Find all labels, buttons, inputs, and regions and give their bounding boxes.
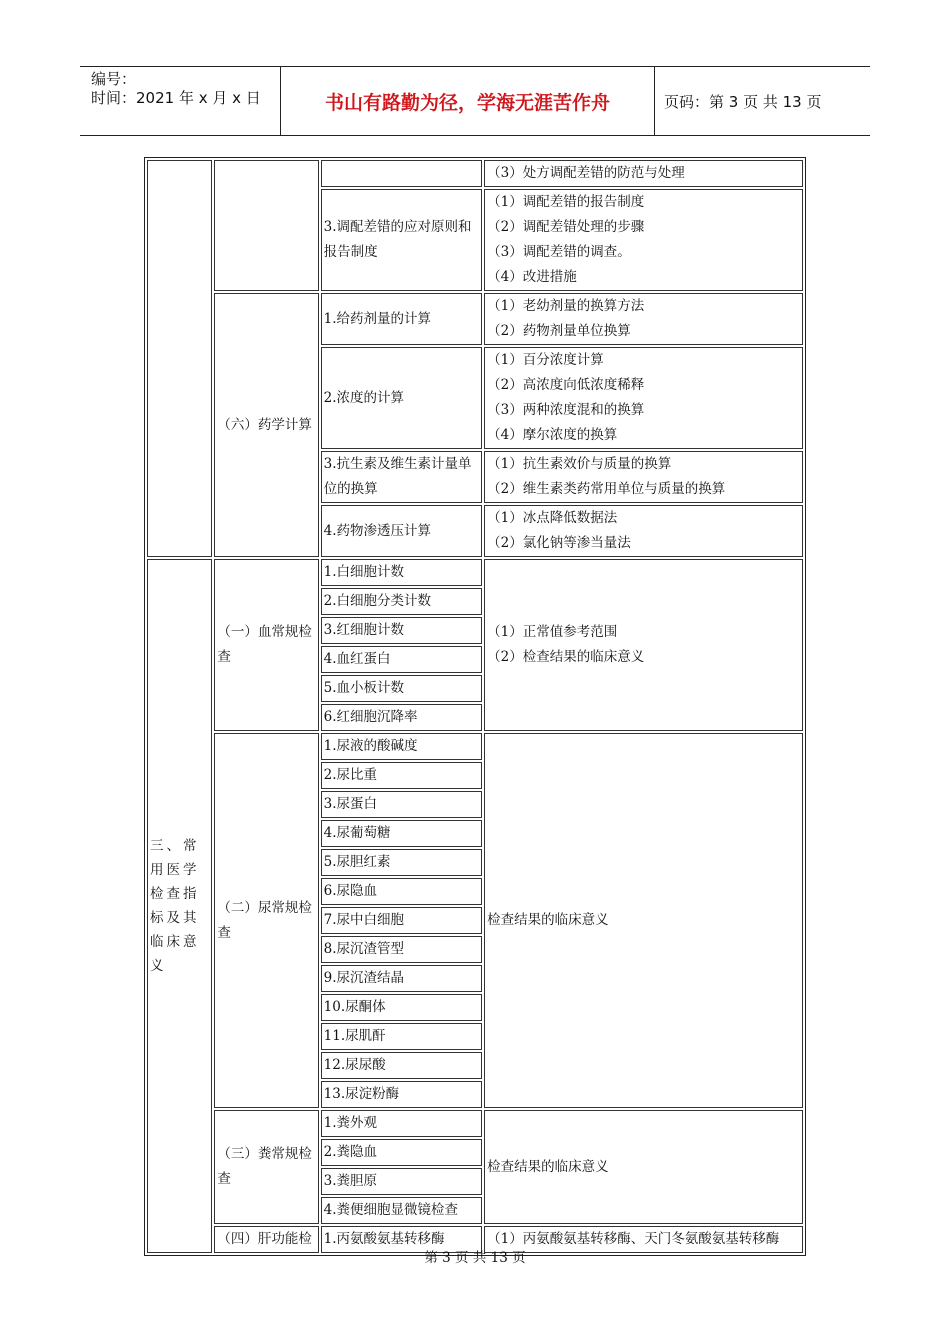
- header-motto: 书山有路勤为径，学海无涯苦作舟: [281, 67, 655, 135]
- cell-detail-urine: 检查结果的临床意义: [484, 733, 803, 1108]
- number-label: 编号：: [91, 70, 137, 88]
- cell-item: 13.尿淀粉酶: [321, 1081, 482, 1108]
- header-page-number: 页码：第 3 页 共 13 页: [664, 92, 822, 111]
- cell-item: 4.药物渗透压计算: [321, 505, 482, 557]
- cell-item: 5.尿胆红素: [321, 849, 482, 876]
- cell-subsection-calc: （六）药学计算: [214, 293, 318, 557]
- cell-item: 3.调配差错的应对原则和报告制度: [321, 189, 482, 291]
- cell-subsection-liver: （四）肝功能检: [214, 1226, 318, 1253]
- cell-item: 2.浓度的计算: [321, 347, 482, 449]
- cell-detail: （1）抗生素效价与质量的换算 （2）维生素类药常用单位与质量的换算: [484, 451, 803, 503]
- cell-item: 5.血小板计数: [321, 675, 482, 702]
- cell-item: 3.尿蛋白: [321, 791, 482, 818]
- cell-item: 1.尿液的酸碱度: [321, 733, 482, 760]
- cell-item: 2.白细胞分类计数: [321, 588, 482, 615]
- cell-section-3: 三、常用医学检查指标及其临床意义: [147, 559, 212, 1253]
- cell-subsection-stool: （三）粪常规检查: [214, 1110, 318, 1224]
- cell-section-prev: [147, 160, 212, 557]
- cell-item: 11.尿肌酐: [321, 1023, 482, 1050]
- cell-detail: （1）老幼剂量的换算方法 （2）药物剂量单位换算: [484, 293, 803, 345]
- cell-item: 2.尿比重: [321, 762, 482, 789]
- date-label: 时间：2021 年 x 月 x 日: [91, 89, 261, 107]
- cell-subsection-prev: [214, 160, 318, 291]
- cell-item: 8.尿沉渣管型: [321, 936, 482, 963]
- cell-item: 1.粪外观: [321, 1110, 482, 1137]
- page-footer: 第 3 页 共 13 页: [424, 1250, 526, 1266]
- cell-item: 9.尿沉渣结晶: [321, 965, 482, 992]
- cell-item: 4.血红蛋白: [321, 646, 482, 673]
- table-row: [147, 160, 803, 187]
- cell-item: 3.抗生素及维生素计量单位的换算: [321, 451, 482, 503]
- cell-detail: （3）处方调配差错的防范与处理: [484, 160, 803, 187]
- cell-item: 4.粪便细胞显微镜检查: [321, 1197, 482, 1224]
- cell-item: 3.粪胆原: [321, 1168, 482, 1195]
- table-row: [147, 559, 803, 586]
- cell-item: 1.给药剂量的计算: [321, 293, 482, 345]
- cell-detail: （1）调配差错的报告制度 （2）调配差错处理的步骤 （3）调配差错的调查。 （4）改进措施: [484, 189, 803, 291]
- cell-item: 2.粪隐血: [321, 1139, 482, 1166]
- cell-subsection-urine: （二）尿常规检查: [214, 733, 318, 1108]
- cell-item: 6.尿隐血: [321, 878, 482, 905]
- cell-detail-blood: （1）正常值参考范围 （2）检查结果的临床意义: [484, 559, 803, 731]
- syllabus-table: [144, 157, 806, 1256]
- cell-detail-stool: 检查结果的临床意义: [484, 1110, 803, 1224]
- cell-item: 6.红细胞沉降率: [321, 704, 482, 731]
- cell-subsection-blood: （一）血常规检查: [214, 559, 318, 731]
- table-row: [147, 293, 803, 345]
- page-header: [80, 66, 870, 136]
- cell-item: 12.尿尿酸: [321, 1052, 482, 1079]
- table-row: [147, 1110, 803, 1137]
- cell-item: 1.白细胞计数: [321, 559, 482, 586]
- cell-item: 10.尿酮体: [321, 994, 482, 1021]
- cell-item-empty: [321, 160, 482, 187]
- table-row: [147, 733, 803, 760]
- cell-item: 1.丙氨酸氨基转移酶: [321, 1226, 482, 1253]
- cell-detail: （1）百分浓度计算 （2）高浓度向低浓度稀释 （3）两种浓度混和的换算 （4）摩尔浓度的换算: [484, 347, 803, 449]
- cell-item: 7.尿中白细胞: [321, 907, 482, 934]
- cell-item: 4.尿葡萄糖: [321, 820, 482, 847]
- header-meta: [80, 67, 281, 135]
- cell-detail-liver: （1）丙氨酸氨基转移酶、天门冬氨酸氨基转移酶: [484, 1226, 803, 1253]
- cell-detail: （1）冰点降低数据法 （2）氯化钠等渗当量法: [484, 505, 803, 557]
- cell-item: 3.红细胞计数: [321, 617, 482, 644]
